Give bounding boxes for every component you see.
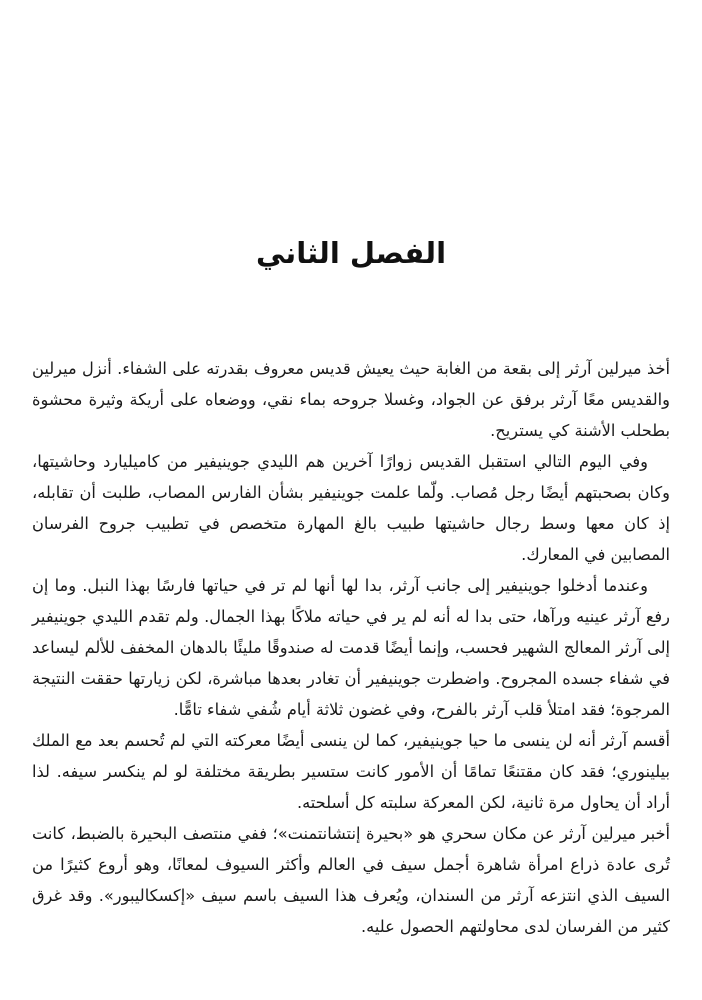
chapter-body [32,353,670,942]
chapter-title: الفصل الثاني [255,236,447,271]
paragraph-2: وفي اليوم التالي استقبل القديس زوارًا آخرين هم الليدي جوينيفير من كاميليارد وحاشيتها، وكان بصحبتهم أيضًا رجل مُصاب. ولّما علمت جوينيفير بشأن الفارس المصاب، طلبت أن تقابله، إذ كان معها وسط رجال حاشيتها طبيب بالغ المهارة متخصص في تطبيب جروح الفرسان المصابين في المعارك. [32,452,670,564]
paragraph-5: أخبر ميرلين آرثر عن مكان سحري هو «بحيرة إنتشانتمنت»؛ ففي منتصف البحيرة بالضبط، كانت تُرى عادة ذراع امرأة شاهرة أجمل سيف في العالم وأكثر السيوف لمعانًا، وهو أروع كثيرًا من السيف الذي انتزعه آرثر من السندان، ويُعرف هذا السيف باسم سيف «إكسكاليبور». وقد غرق كثير من الفرسان لدى محاولتهم الحصول عليه. [32,824,670,936]
paragraph-4: أقسم آرثر أنه لن ينسى ما حيا جوينيفير، كما لن ينسى أيضًا معركته التي لم تُحسم بعد مع الملك بيلينوري؛ فقد كان مقتنعًا تمامًا أن الأمور كانت ستسير بطريقة مختلفة لو لم ينكسر سيفه. لذا أراد أن يحاول مرة ثانية، لكن المعركة سلبته كل أسلحته. [32,731,670,812]
paragraph-3: وعندما أدخلوا جوينيفير إلى جانب آرثر، بدا لها أنها لم تر في حياتها فارسًا بهذا النبل. وما إن رفع آرثر عينيه ورآها، حتى بدا له أنه لم ير في حياته ملاكًا بهذا الجمال. ولم تقدم الليدي جوينيفير إلى آرثر المعالج الشهير فحسب، وإنما أيضًا قدمت له صندوقًا مليئًا بالدهان المخفف للألم ليساعد في شفاء جسده المجروح. واضطرت جوينيفير أن تغادر بعدها مباشرة، لكن زيارتها حققت النتيجة المرجوة؛ فقد امتلأ قلب آرثر بالفرح، وفي غضون ثلاثة أيام شُفي شفاء تامًّا. [32,576,670,719]
paragraph-1: أخذ ميرلين آرثر إلى بقعة من الغابة حيث يعيش قديس معروف بقدرته على الشفاء. أنزل ميرلين والقديس معًا آرثر برفق عن الجواد، وغسلا جروحه بماء نقي، ووضعاه على أريكة وثيرة محشوة بطحلب الأشنة كي يستريح. [32,359,670,440]
